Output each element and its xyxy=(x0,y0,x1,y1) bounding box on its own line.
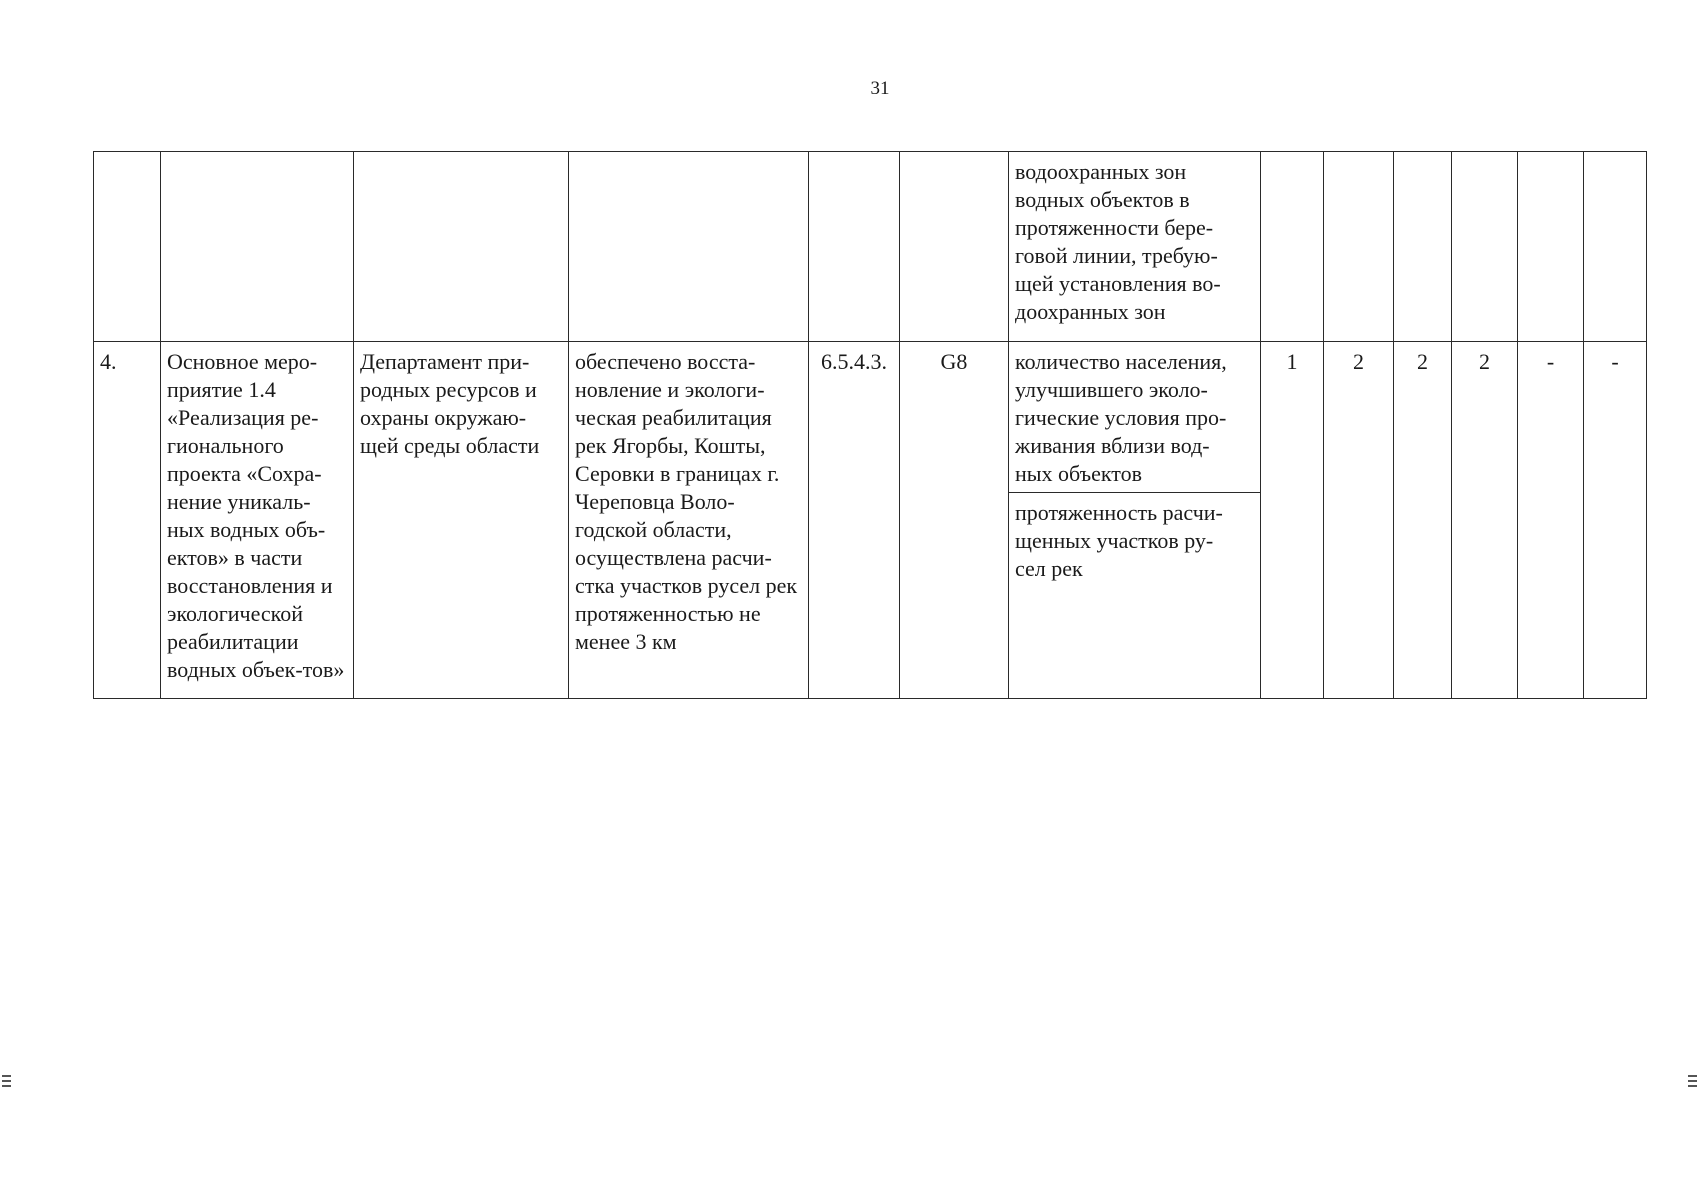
scan-margin-mark xyxy=(1688,1080,1697,1082)
cell-empty xyxy=(900,152,1009,342)
cell-value: - xyxy=(1518,342,1584,699)
scan-margin-mark xyxy=(2,1080,11,1082)
program-table xyxy=(93,151,1647,699)
page-number: 31 xyxy=(870,78,890,99)
cell-indicator-continuation: водоохранных зон водных объектов в протяженности бере- говой линии, требую- щей установления во- доохранных зон xyxy=(1009,152,1261,342)
cell-empty xyxy=(1324,152,1394,342)
cell-empty xyxy=(569,152,809,342)
cell-value: 1 xyxy=(1261,342,1324,699)
cell-empty xyxy=(94,152,161,342)
cell-empty xyxy=(1518,152,1584,342)
cell-indicator-population: количество населения, улучшившего эколо- гические условия про- живания вблизи вод- ных объектов xyxy=(1009,342,1261,493)
cell-goal-code: G8 xyxy=(900,342,1009,699)
cell-result: обеспечено восста-новление и экологи-ческая реабилитация рек Ягорбы, Кошты, Серовки в границах г. Череповца Воло-годской области, осуществлена расчи-стка участков русел рек протяженностью не менее 3 км xyxy=(569,342,809,699)
table-row-4 xyxy=(94,342,1647,493)
table-row-continuation xyxy=(94,152,1647,342)
cell-empty xyxy=(1452,152,1518,342)
cell-value: 2 xyxy=(1394,342,1452,699)
cell-empty xyxy=(1584,152,1647,342)
cell-empty xyxy=(161,152,354,342)
cell-value: 2 xyxy=(1452,342,1518,699)
cell-event: Основное меро-приятие 1.4 «Реализация ре-гионального проекта «Сохра-нение уникаль-ных водных объ-ектов» в части восстановления и экологической реабилитации водных объек-тов» xyxy=(161,342,354,699)
cell-empty xyxy=(809,152,900,342)
cell-value: 2 xyxy=(1324,342,1394,699)
cell-value: - xyxy=(1584,342,1647,699)
cell-empty xyxy=(1261,152,1324,342)
cell-executor: Департамент при-родных ресурсов и охраны окружаю-щей среды области xyxy=(354,342,569,699)
scan-margin-mark xyxy=(2,1075,11,1077)
scan-margin-mark xyxy=(1688,1085,1697,1087)
cell-empty xyxy=(1394,152,1452,342)
cell-row-number: 4. xyxy=(94,342,161,699)
scan-margin-mark xyxy=(2,1085,11,1087)
cell-code: 6.5.4.3. xyxy=(809,342,900,699)
cell-empty xyxy=(354,152,569,342)
cell-indicator-cleared-length: протяженность расчи- щенных участков ру- сел рек xyxy=(1009,493,1261,699)
scan-margin-mark xyxy=(1688,1075,1697,1077)
